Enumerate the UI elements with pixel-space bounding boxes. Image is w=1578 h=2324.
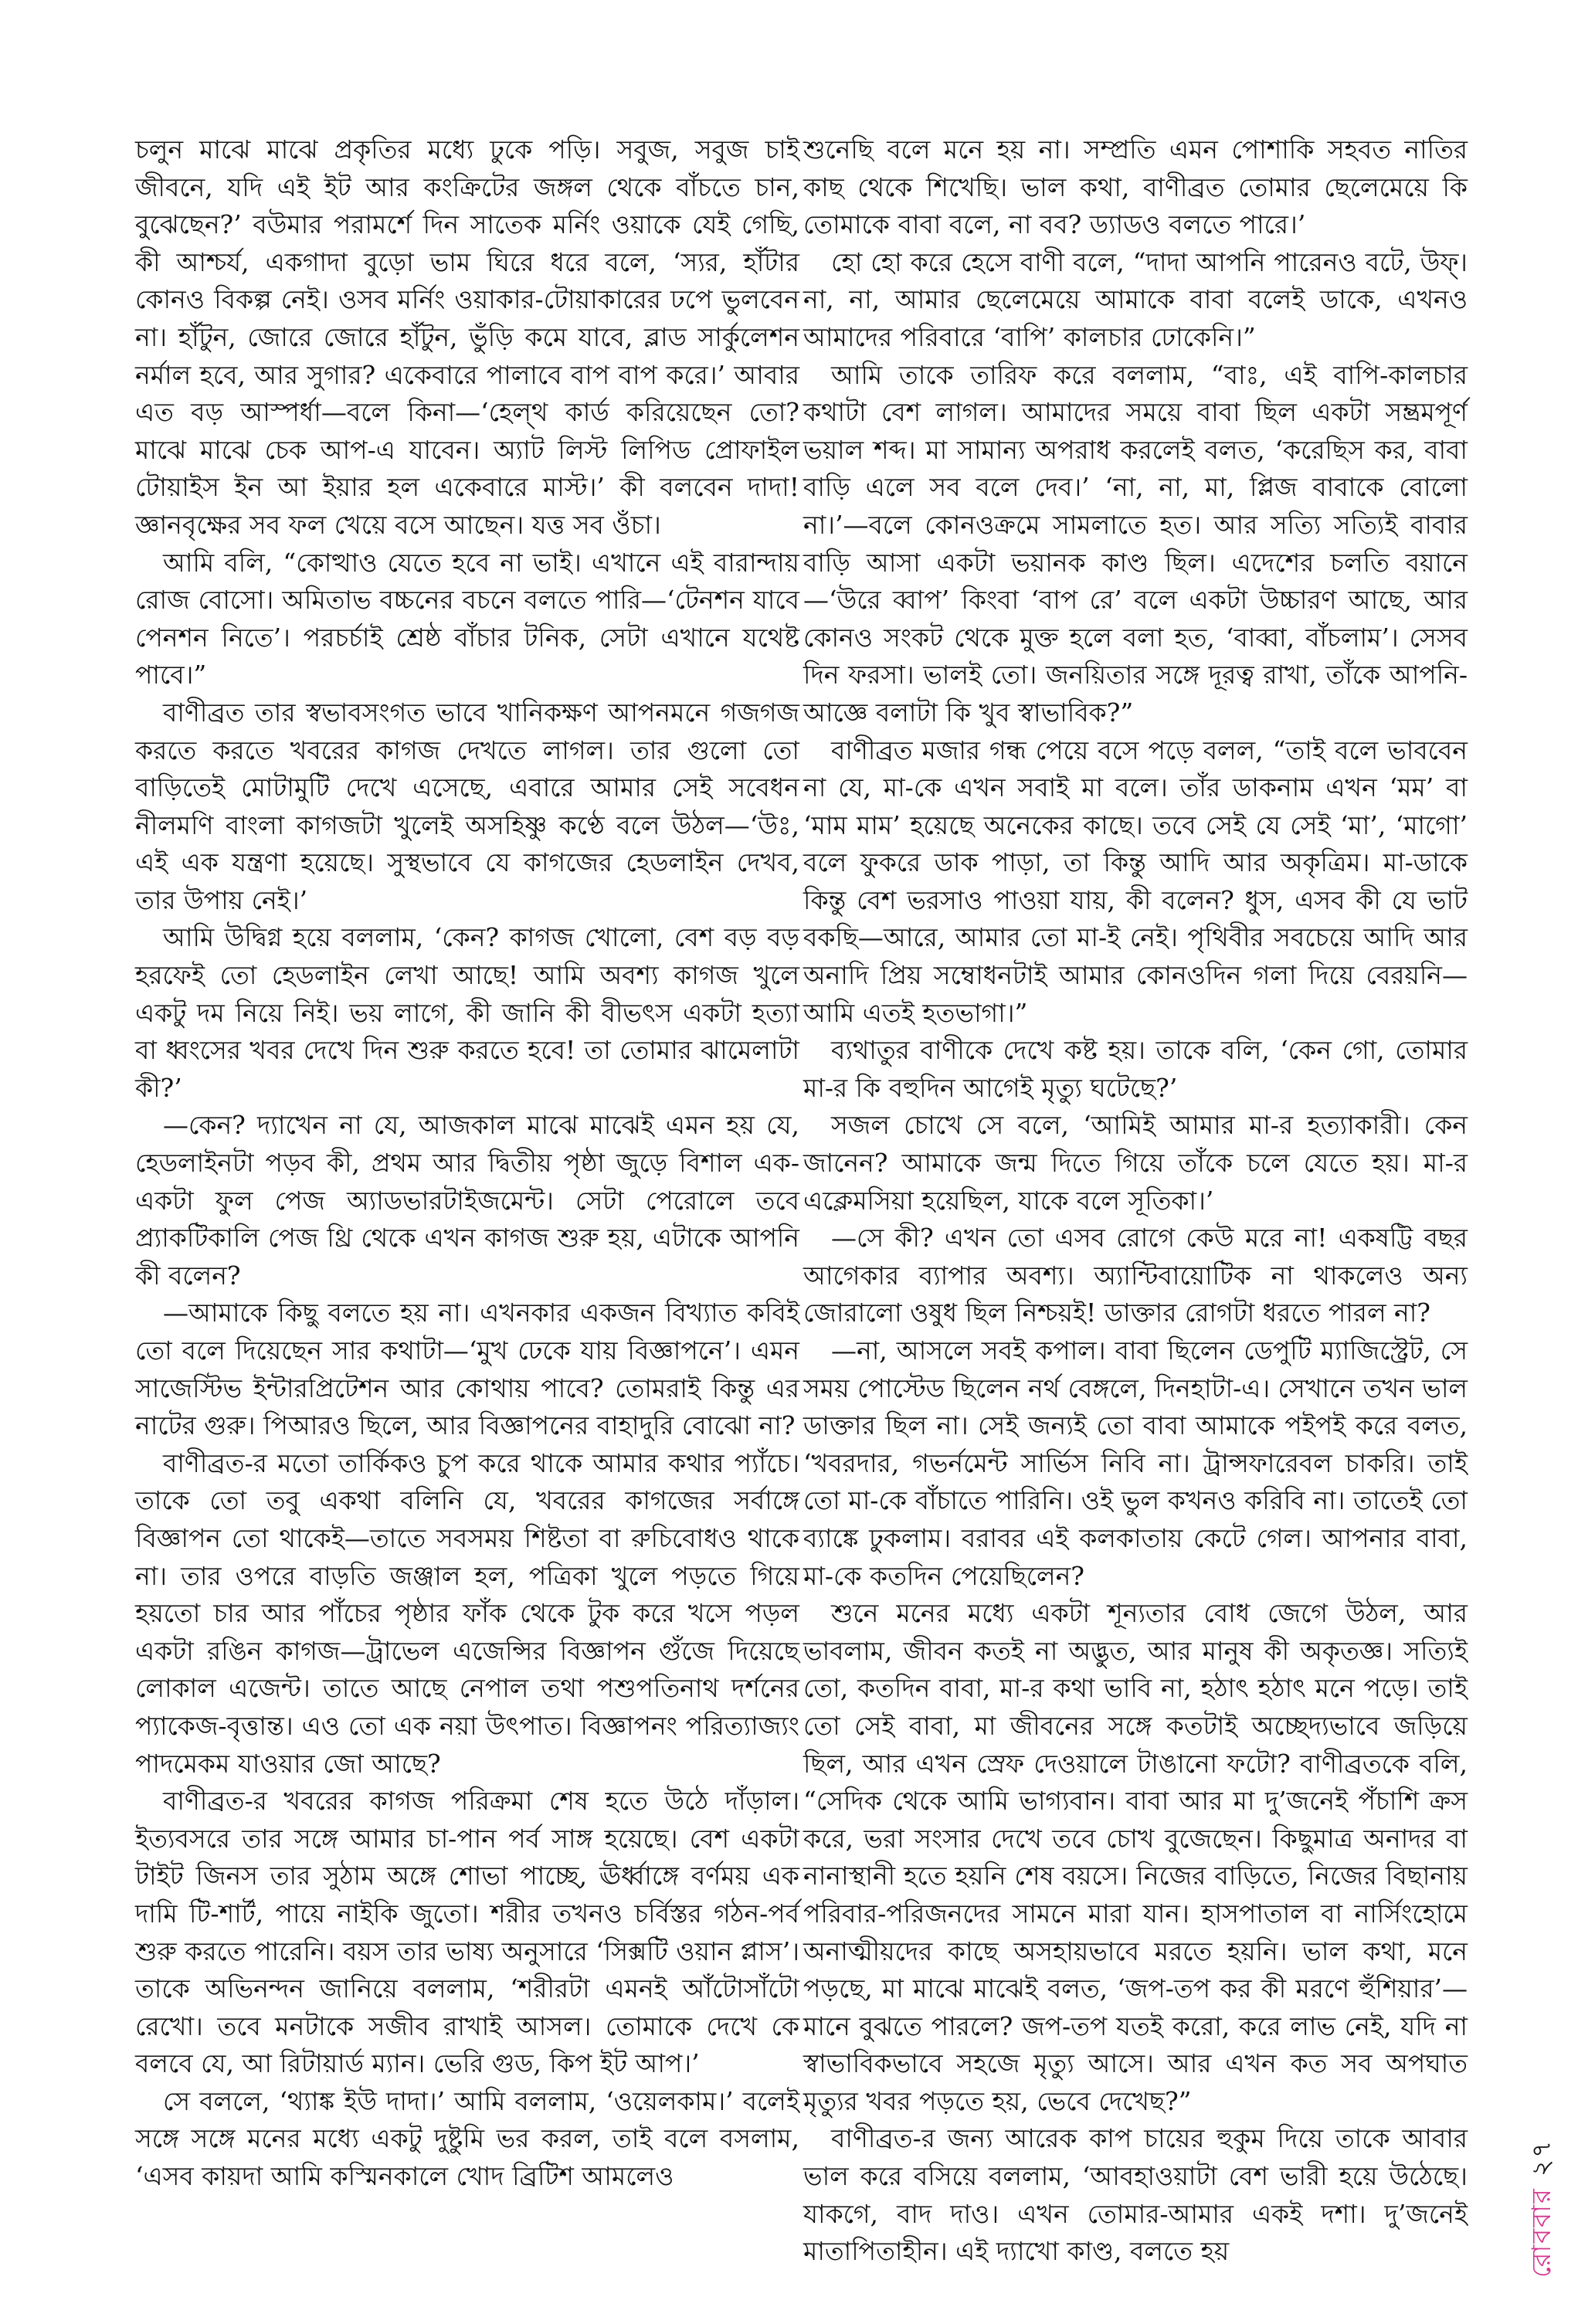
paragraph: —না, আসলে সবই কপাল। বাবা ছিলেন ডেপুটি ম্যাজিস্ট্রেট, সে সময় পোস্টেড ছিলেন নর্থ বেঙ্গলে, দিনহাটা-এ। সেখানে তখন ভাল ডাক্তার ছিল না। সেই জন্যই তো বাবা আমাকে পইপই করে বলত, ‘খবরদার, গভর্নমেন্ট সার্ভিস নিবি না। ট্রান্সফারেবল চাকরি। তাই তো মা-কে বাঁচাতে পারিনি। ওই ভুল কখনও করিবি না। তাতেই তো ব্যাঙ্কে ঢুকলাম। বরাবর এই কলকাতায় কেটে গেল। আপনার বাবা, মা-কে কতদিন পেয়েছিলেন? (803, 1335, 1468, 1591)
paragraph: —আমাকে কিছু বলতে হয় না। এখনকার একজন বিখ্যাত কবিই তো বলে দিয়েছেন সার কথাটা—‘মুখ ঢেকে যায় বিজ্ঞাপনে’। এমন সাজেস্টিভ ইন্টারপ্রিটেশন আর কোথায় পাবে? তোমরাই কিন্তু এর নাটের গুরু। পিআরও ছিলে, আর বিজ্ঞাপনের বাহাদুরি বোঝো না? (135, 1298, 799, 1441)
paragraph: —সে কী? এখন তো এসব রোগে কেউ মরে না! একষট্টি বছর আগেকার ব্যাপার অবশ্য। অ্যান্টিবায়োটিক না থাকলেও অন্য জোরালো ওষুধ ছিল নিশ্চয়ই! ডাক্তার রোগটা ধরতে পারল না? (803, 1223, 1468, 1328)
paragraph: বাণীব্রত তার স্বভাবসংগত ভাবে খানিকক্ষণ আপনমনে গজগজ করতে করতে খবরের কাগজ দেখতে লাগল। তার গুলো তো বাড়িতেই মোটামুটি দেখে এসেছে, এবারে আমার সেই সবেধন নীলমণি বাংলা কাগজটা খুলেই অসহিষ্ণু কণ্ঠে বলে উঠল—‘উঃ, এই এক যন্ত্রণা হয়েছে। সুস্থভাবে যে কাগজের হেডলাইন দেখব, তার উপায় নেই।’ (135, 697, 800, 915)
paragraph: বাণীব্রত মজার গন্ধ পেয়ে বসে পড়ে বলল, “তাই বলে ভাববেন না যে, মা-কে এখন সবাই মা বলে। তাঁর ডাকনাম এখন ‘মম’ বা ‘মাম মাম’ হয়েছে অনেকের কাছে। তবে সেই যে সেই ‘মা’, ‘মাগো’ বলে ফুকরে ডাক পাড়া, তা কিন্তু আদি আর অকৃত্রিম। মা-ডাকে কিন্তু বেশ ভরসাও পাওয়া যায়, কী বলেন? ধুস, এসব কী যে ভাট বকছি—আরে, আমার তো মা-ই নেই। পৃথিবীর সবচেয়ে আদি আর অনাদি প্রিয় সম্বোধনটাই আমার কোনওদিন গলা দিয়ে বেরয়নি—আমি এতই হতভাগা।” (803, 735, 1468, 1028)
paragraph: সজল চোখে সে বলে, ‘আমিই আমার মা-র হত্যাকারী। কেন জানেন? আমাকে জন্ম দিতে গিয়ে তাঁকে চলে যেতে হয়। মা-র এক্লেমসিয়া হয়েছিল, যাকে বলে সূতিকা।’ (803, 1110, 1468, 1216)
paragraph: আমি উদ্বিগ্ন হয়ে বললাম, ‘কেন? কাগজ খোলো, বেশ বড় বড় হরফেই তো হেডলাইন লেখা আছে! আমি অবশ্য কাগজ খুলে একটু দম নিয়ে নিই। ভয় লাগে, কী জানি কী বীভৎস একটা হত্যা বা ধ্বংসের খবর দেখে দিন শুরু করতে হবে! তা তোমার ঝামেলাটা কী?’ (135, 922, 799, 1103)
right-text-column (803, 131, 1468, 2271)
paragraph: শুনেছি বলে মনে হয় না। সম্প্রতি এমন পোশাকি সহবত নাতির কাছ থেকে শিখেছি। ভাল কথা, বাণীব্রত তোমার ছেলেমেয়ে কি তোমাকে বাবা বলে, না বব? ড্যাডও বলতে পারে।’ (803, 134, 1468, 240)
left-text-column (135, 131, 799, 2196)
paragraph: —কেন? দ্যাখেন না যে, আজকাল মাঝে মাঝেই এমন হয় যে, হেডলাইনটা পড়ব কী, প্রথম আর দ্বিতীয় পৃষ্ঠা জুড়ে বিশাল এক-একটা ফুল পেজ অ্যাডভারটাইজমেন্ট। সেটা পেরোলে তবে প্র্যাকটিকালি পেজ থ্রি থেকে এখন কাগজ শুরু হয়, এটাকে আপনি কী বলেন? (135, 1110, 799, 1291)
paragraph: চলুন মাঝে মাঝে প্রকৃতির মধ্যে ঢুকে পড়ি। সবুজ, সবুজ চাই জীবনে, যদি এই ইট আর কংক্রিটের জঙ্গল থেকে বাঁচতে চান, বুঝেছেন?’ বউমার পরামর্শে দিন সাতেক মর্নিং ওয়াকে যেই গেছি, কী আশ্চর্য, একগাদা বুড়ো ভাম ঘিরে ধরে বলে, ‘স্যর, হাঁটার কোনও বিকল্প নেই। ওসব মর্নিং ওয়াকার-টোয়াকারের ঢপে ভুলবেন না। হাঁটুন, জোরে জোরে হাঁটুন, ভুঁড়ি কমে যাবে, ব্লাড সার্কুলেশন নর্মাল হবে, আর সুগার? একেবারে পালাবে বাপ বাপ করে।’ আবার এত বড় আস্পর্ধা—বলে কিনা—‘হেল্‌থ কার্ড করিয়েছেন তো? মাঝে মাঝে চেক আপ-এ যাবেন। অ্যাট লিস্ট লিপিড প্রোফাইল টোয়াইস ইন আ ইয়ার হল একেবারে মাস্ট।’ কী বলবেন দাদা! জ্ঞানবৃক্ষের সব ফল খেয়ে বসে আছেন। যত্ত সব ওঁচা। (135, 134, 799, 540)
paragraph: আমি তাকে তারিফ করে বললাম, “বাঃ, এই বাপি-কালচার কথাটা বেশ লাগল। আমাদের সময়ে বাবা ছিল একটা সম্ভ্রমপূর্ণ ভয়াল শব্দ। মা সামান্য অপরাধ করলেই বলত, ‘করেছিস কর, বাবা বাড়ি এলে সব বলে দেব।’ ‘না, না, মা, প্লিজ বাবাকে বোলো না।’—বলে কোনওক্রমে সামলাতে হত। আর সত্যি সত্যিই বাবার বাড়ি আসা একটা ভয়ানক কাণ্ড ছিল। এদেশের চলতি বয়ানে—‘উরে ব্বাপ’ কিংবা ‘বাপ রে’ বলে একটা উচ্চারণ আছে, আর কোনও সংকট থেকে মুক্ত হলে বলা হত, ‘বাব্বা, বাঁচলাম’। সেসব দিন ফরসা। ভালই তো। জনয়িতার সঙ্গে দূরত্ব রাখা, তাঁকে আপনি-আজ্ঞে বলাটা কি খুব স্বাভাবিক?” (803, 359, 1468, 728)
paragraph: হো হো করে হেসে বাণী বলে, “দাদা আপনি পারেনও বটে, উফ্‌। না, না, আমার ছেলেমেয়ে আমাকে বাবা বলেই ডাকে, এখনও আমাদের পরিবারে ‘বাপি’ কালচার ঢোকেনি।” (803, 246, 1468, 352)
paragraph: শুনে মনের মধ্যে একটা শূন্যতার বোধ জেগে উঠল, আর ভাবলাম, জীবন কতই না অদ্ভুত, আর মানুষ কী অকৃতজ্ঞ। সত্যিই তো, কতদিন বাবা, মা-র কথা ভাবি না, হঠাৎ হঠাৎ মনে পড়ে। তাই তো সেই বাবা, মা জীবনের সঙ্গে কতটাই অচ্ছেদ্যভাবে জড়িয়ে ছিল, আর এখন স্রেফ দেওয়ালে টাঙানো ফটো? বাণীব্রতকে বলি, “সেদিক থেকে আমি ভাগ্যবান। বাবা আর মা দু’জনেই পঁচাশি ক্রস করে, ভরা সংসার দেখে তবে চোখ বুজেছেন। কিছুমাত্র অনাদর বা নানাস্থানী হতে হয়নি শেষ বয়সে। নিজের বাড়িতে, নিজের বিছানায় পরিবার-পরিজনদের সামনে মারা যান। হাসপাতাল বা নার্সিংহোমে অনাত্মীয়দের কাছে অসহায়ভাবে মরতে হয়নি। ভাল কথা, মনে পড়ছে, মা মাঝে মাঝেই বলত, ‘জপ-তপ কর কী মরণে হুঁশিয়ার’—মানে বুঝতে পারলে? জপ-তপ যতই করো, করে লাভ নেই, যদি না স্বাভাবিকভাবে সহজে মৃত্যু আসে। আর এখন কত সব অপঘাত মৃত্যুর খবর পড়তে হয়, ভেবে দেখেছ?” (803, 1598, 1468, 2116)
page-number: ২৭ (1526, 2139, 1557, 2177)
paragraph: ব্যথাতুর বাণীকে দেখে কষ্ট হয়। তাকে বলি, ‘কেন গো, তোমার মা-র কি বহুদিন আগেই মৃত্যু ঘটেছে?’ (803, 1035, 1468, 1103)
paragraph: বাণীব্রত-র খবরের কাগজ পরিক্রমা শেষ হতে উঠে দাঁড়াল। ইত্যবসরে তার সঙ্গে আমার চা-পান পর্ব সাঙ্গ হয়েছে। বেশ একটা টাইট জিনস তার সুঠাম অঙ্গে শোভা পাচ্ছে, ঊর্ধ্বাঙ্গে বর্ণময় এক দামি টি-শার্ট, পায়ে নাইকি জুতো। শরীর তখনও চর্বিস্তর গঠন-পর্ব শুরু করতে পারেনি। বয়স তার ভাষ্য অনুসারে ‘সিক্সটি ওয়ান প্লাস’। তাকে অভিনন্দন জানিয়ে বললাম, ‘শরীরটা এমনই আঁটোসাঁটো রেখো। তবে মনটাকে সজীব রাখাই আসল। তোমাকে দেখে কে বলবে যে, আ রিটায়ার্ড ম্যান। ভেরি গুড, কিপ ইট আপ।’ (135, 1786, 799, 2079)
paragraph: বাণীব্রত-র জন্য আরেক কাপ চায়ের হুকুম দিয়ে তাকে আবার ভাল করে বসিয়ে বললাম, ‘আবহাওয়াটা বেশ ভারী হয়ে উঠেছে। যাকগে, বাদ দাও। এখন তোমার-আমার একই দশা। দু’জনেই মাতাপিতাহীন। এই দ্যাখো কাণ্ড, বলতে হয় (803, 2123, 1468, 2267)
paragraph: বাণীব্রত-র মতো তার্কিকও চুপ করে থাকে আমার কথার প্যাঁচে। তাকে তো তবু একথা বলিনি যে, খবরের কাগজের সর্বাঙ্গে বিজ্ঞাপন তো থাকেই—তাতে সবসময় শিষ্টতা বা রুচিবোধও থাকে না। তার ওপরে বাড়তি জঞ্জাল হল, পত্রিকা খুলে পড়তে গিয়ে হয়তো চার আর পাঁচের পৃষ্ঠার ফাঁক থেকে টুক করে খসে পড়ল একটা রঙিন কাগজ—ট্রাভেল এজেন্সির বিজ্ঞাপন গুঁজে দিয়েছে লোকাল এজেন্ট। তাতে আছে নেপাল তথা পশুপতিনাথ দর্শনের প্যাকেজ-বৃত্তান্ত। এও তো এক নয়া উৎপাত। বিজ্ঞাপনং পরিত্যাজ্যং পাদমেকম যাওয়ার জো আছে? (135, 1447, 799, 1779)
paragraph: আমি বলি, “কোত্থাও যেতে হবে না ভাই। এখানে এই বারান্দায় রোজ বোসো। অমিতাভ বচ্চনের বচনে বলতে পারি—‘টেনশন যাবে পেনশন নিতে’। পরচর্চাই শ্রেষ্ঠ বাঁচার টনিক, সেটা এখানে যথেষ্ট পাবে।” (135, 547, 799, 690)
paragraph: সে বললে, ‘থ্যাঙ্ক ইউ দাদা।’ আমি বললাম, ‘ওয়েলকাম।’ বলেই সঙ্গে সঙ্গে মনের মধ্যে একটু দুষ্টুমি ভর করল, তাই বলে বসলাম, ‘এসব কায়দা আমি কস্মিনকালে খোদ ব্রিটিশ আমলেও (135, 2085, 799, 2192)
magazine-name: রোববার (1526, 2187, 1557, 2278)
page-folio (1520, 2139, 1564, 2278)
